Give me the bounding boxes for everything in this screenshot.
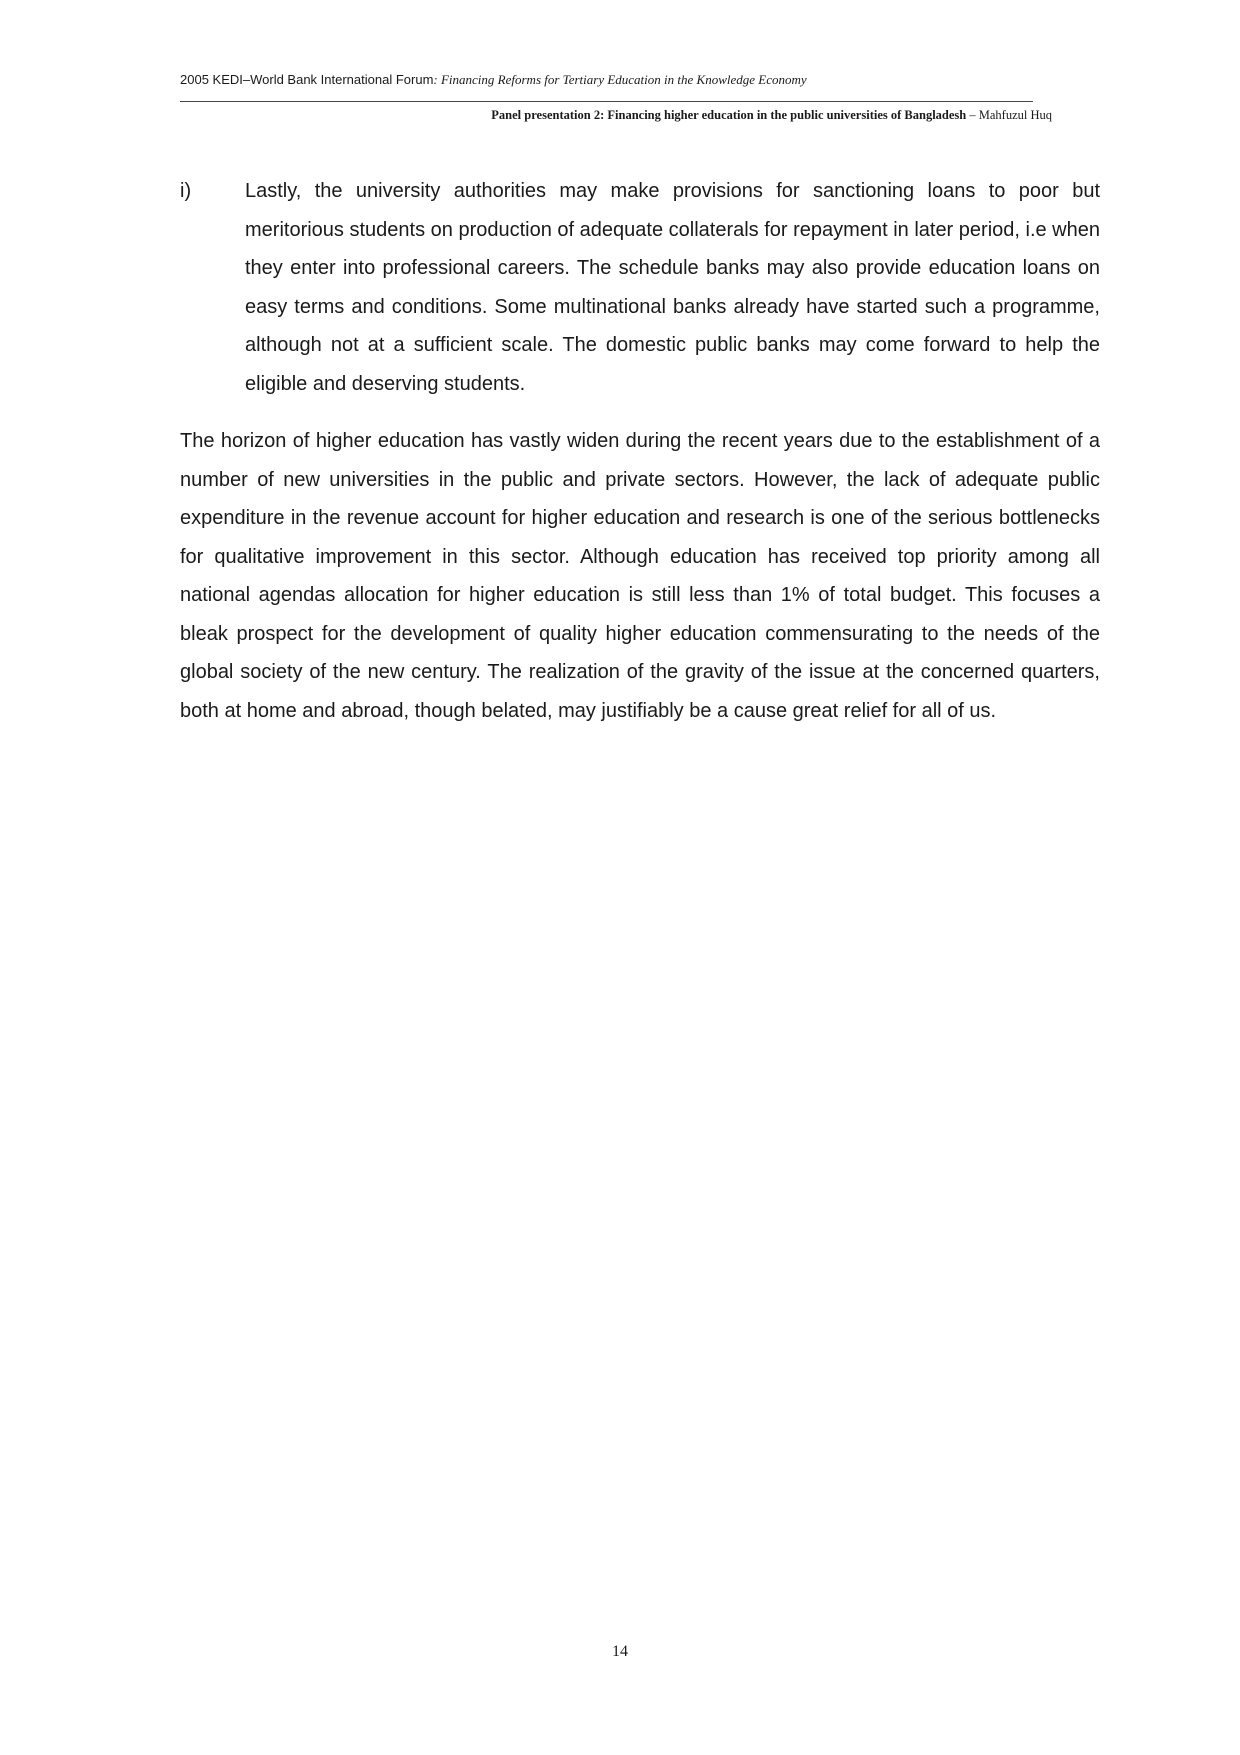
running-header bbox=[180, 72, 807, 88]
list-item-text: Lastly, the university authorities may make provisions for sanctioning loans to poor but meritorious students on production of adequate collaterals for repayment in later period, i.e when they enter into professional careers. The schedule banks may also provide education loans on easy terms and conditions. Some multinational banks already have started such a programme, although not at a sufficient scale. The domestic public banks may come forward to help the eligible and deserving students. bbox=[245, 180, 1100, 395]
forum-title: 2005 KEDI–World Bank International Forum bbox=[180, 72, 434, 87]
panel-header bbox=[491, 108, 1052, 123]
list-marker: i) bbox=[180, 180, 192, 202]
panel-author: – Mahfuzul Huq bbox=[966, 108, 1052, 122]
body-paragraph: The horizon of higher education has vastly widen during the recent years due to the establishment of a number of new universities in the public and private sectors. However, the lack of adequate public expenditure in the revenue account for higher education and research is one of the serious bottlenecks for qualitative improvement in this sector. Although education has received top priority among all national agendas allocation for higher education is still less than 1% of total budget. This focuses a bleak prospect for the development of quality higher education commensurating to the needs of the global society of the new century. The realization of the gravity of the issue at the concerned quarters, both at home and abroad, though belated, may justifiably be a cause great relief for all of us. bbox=[180, 430, 1100, 722]
list-item bbox=[180, 172, 1100, 403]
forum-subtitle: : Financing Reforms for Tertiary Education in the Knowledge Economy bbox=[433, 72, 807, 87]
page-number: 14 bbox=[612, 1643, 628, 1660]
panel-title: Panel presentation 2: Financing higher education in the public universities of Bangladesh bbox=[491, 108, 967, 122]
header-divider bbox=[180, 101, 1033, 102]
